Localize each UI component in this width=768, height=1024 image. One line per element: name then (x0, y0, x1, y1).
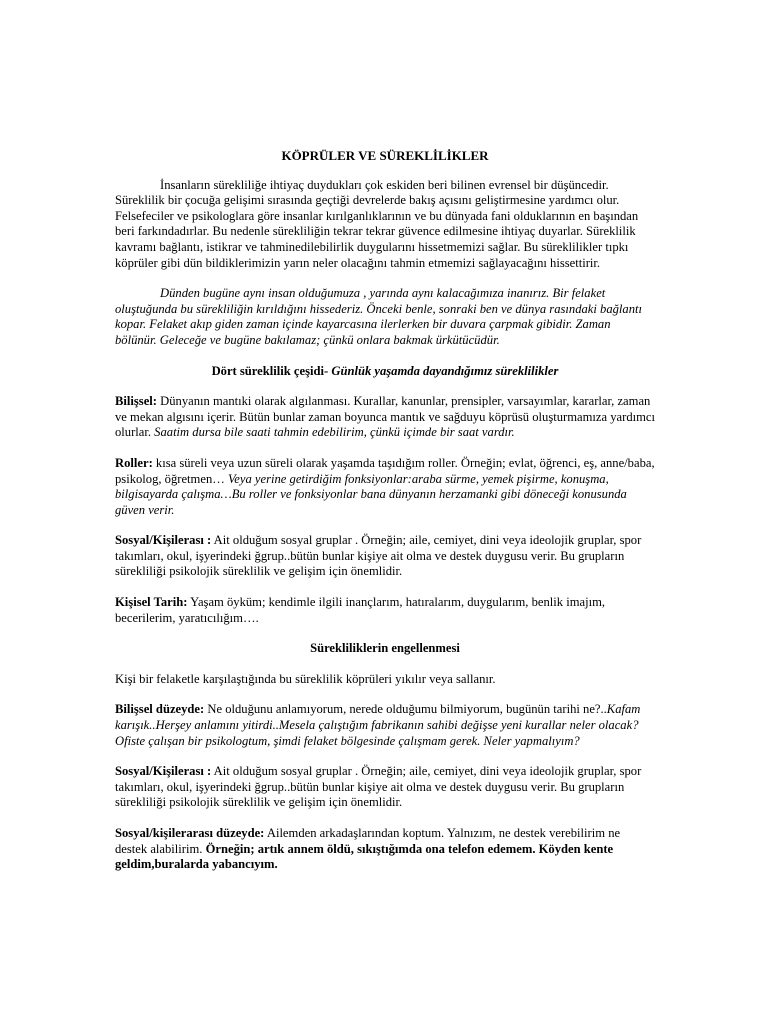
italic-bilissel: Saatim dursa bile saati tahmin edebilirim, çünkü içimde bir saat vardır. (154, 425, 515, 440)
heading-bold: Dört süreklilik çeşidi- (211, 363, 329, 378)
italic-bilissel-duzey: Kafam karışık..Herşey anlamını yitirdi..Mesela çalıştığım fabrikanın sahibi değişse yeni kurallar neler olacak? Ofiste çalışan bir psikologtum, şimdi felaket bölgesinde çalışmam gerek. Neler yapmalıyım? (115, 702, 641, 748)
label-bilissel-duzey: Bilişsel düzeyde: (115, 702, 205, 717)
text-sosyal-duzey: Ailemden arkadaşlarından koptum. Yalnızım, ne destek verebilirim ne destek alabilirim. (115, 826, 621, 856)
paragraph-roller (115, 456, 655, 518)
document-title: KÖPRÜLER VE SÜREKLİLİKLER (281, 148, 489, 163)
bold-sosyal-duzey: Örneğin; artık annem öldü, sıkıştığımda ona telefon edemem. Köyden kente geldim,buralarda yabancıyım. (115, 841, 614, 872)
label-sosyal-1: Sosyal/Kişilerası : (115, 533, 212, 548)
text-bilissel: Dünyanın mantıki olarak algılanması. Kurallar, kanunlar, prensipler, varsayımlar, kararlar, zaman ve mekan algısını içerir. Bütün bunlar zaman boyunca mantık ve sağduyu köprüsü oluşturmamıza yardımcı olurlar. (115, 394, 655, 440)
section-heading-continuity-types (115, 364, 655, 380)
text-sosyal-2: Ait olduğum sosyal gruplar . Örneğin; aile, cemiyet, dini veya ideolojik gruplar, spor takımları, okul, işyerindeki ğgrup..bütün bunlar kişiye ait olma ve destek duygusu verir. Bu grupların sürekliliği psikolojik süreklilik ve gelişim için önemlidir. (115, 764, 642, 810)
label-sosyal-duzey: Sosyal/kişilerarası düzeyde: (115, 826, 265, 840)
italic-paragraph: Dünden bugüne aynı insan olduğumuza , yarında aynı kalacağımıza inanırız. Bir felaket oluştuğunda bu sürekliliğin kırıldığını hissederiz. Önceki benle, sonraki ben ve dünya rasındaki bağlantı kopar. Felaket akıp giden zaman içinde kayarcasına ilerlerken bir duvara çarpmak gibidir. Zaman bölünür. Geleceğe ve bugüne bakılamaz; çünkü onlara bakmak ürkütücüdür. (115, 286, 643, 347)
document-page (115, 148, 655, 888)
label-sosyal-2: Sosyal/Kişilerası : (115, 764, 212, 779)
text-bilissel-duzey: Ne olduğunu anlamıyorum, nerede olduğumu bilmiyorum, bugünün tarihi ne?.. (204, 702, 607, 717)
section-heading-disruption: Sürekliliklerin engellenmesi (310, 641, 460, 656)
label-kisisel: Kişisel Tarih: (115, 595, 188, 610)
heading-bold-italic: Günlük yaşamda dayandığımız süreklilikler (331, 363, 559, 378)
label-bilissel: Bilişsel: (115, 394, 157, 409)
italic-roller: Veya yerine getirdiğim fonksiyonlar:araba sürme, yemek pişirme, konuşma, bilgisayarda çalışma…Bu roller ve fonksiyonlar bana dünyanın herzamanki gibi döneceği konusunda güven verir. (115, 471, 627, 517)
paragraph-kisisel (115, 595, 655, 626)
paragraph-sosyal-2 (115, 764, 655, 811)
intro-paragraph: İnsanların sürekliliğe ihtiyaç duydukları çok eskiden beri bilinen evrensel bir düşüncedir. Süreklilik bir çocuğa gelişimi sırasında geçtiği devrelerde bakış açısını geliştirmesine yardımcı olur. Felsefeciler ve psikologlara göre insanlar kırılganlıklarının ve bu dünyada fani olduklarının en başından beri farkındadırlar. Bu nedenle sürekliliğin tekrar tekrar güvence edilmesine ihtiyaç duyarlar. Süreklilik kavramı bağlantı, istikrar ve tahminedilebilirlik duygularını hissetmemizi sağlar. Bu süreklilikler tıpkı köprüler gibi dün bildiklerimizin yarın neler olacağını tahmin etmemizi sağlayacağını hissettirir. (115, 177, 639, 270)
text-roller: kısa süreli veya uzun süreli olarak yaşamda taşıdığım roller. Örneğin; evlat, öğrenci, eş, anne/baba, psikolog, öğretmen… (115, 455, 655, 486)
text-sosyal-1: Ait olduğum sosyal gruplar . Örneğin; aile, cemiyet, dini veya ideolojik gruplar, spor takımları, okul, işyerindeki ğgrup..bütün bunlar kişiye ait olma ve destek duygusu verir. Bu grupların sürekliliği psikolojik süreklilik ve gelişim için önemlidir. (115, 533, 642, 579)
paragraph-intro-2: Kişi bir felaketle karşılaştığında bu süreklilik köprüleri yıkılır veya sallanır. (115, 671, 496, 686)
paragraph-bilissel-duzey (115, 702, 655, 749)
paragraph-bilissel (115, 394, 655, 441)
text-kisisel: Yaşam öyküm; kendimle ilgili inançlarım, hatıralarım, duygularım, benlik imajım, becerilerim, yaratıcılığım…. (115, 595, 606, 625)
paragraph-sosyal-1 (115, 533, 655, 580)
label-roller: Roller: (115, 455, 153, 470)
paragraph-sosyal-duzey (115, 826, 655, 873)
